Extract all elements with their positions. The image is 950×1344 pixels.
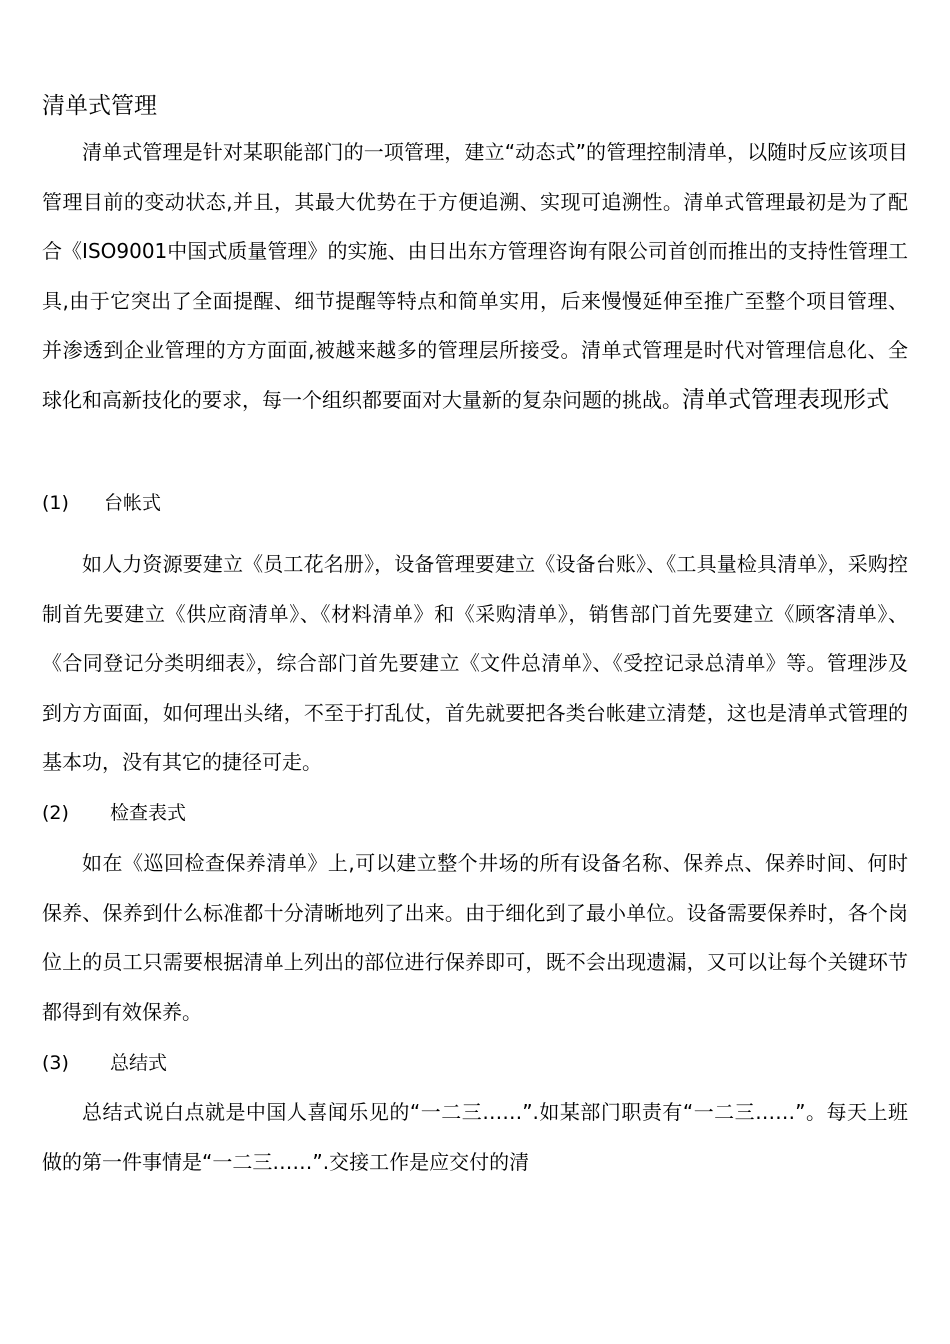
- item-paragraph: 如在《巡回检查保养清单》上,可以建立整个井场的所有设备名称、保养点、保养时间、何时保养、保养到什么标准都十分清晰地列了出来。由于细化到了最小单位。设备需要保养时，各个岗位上的员工只需要根据清单上列出的部位进行保养即可，既不会出现遗漏，又可以让每个关键环节都得到有效保养。: [42, 851, 908, 1024]
- document-title: 清单式管理: [42, 93, 157, 119]
- section-heading: 清单式管理表现形式: [682, 386, 889, 413]
- list-item-heading: [42, 488, 161, 518]
- intro-text: 清单式管理是针对某职能部门的一项管理，建立“动态式”的管理控制清单，以随时反应该项目管理目前的变动状态,并且，其最大优势在于方便追溯、实现可追溯性。清单式管理最初是为了配合《ISO9001中国式质量管理》的实施、由日出东方管理咨询有限公司首创而推出的支持性管理工具,由于它突出了全面提醒、细节提醒等特点和简单实用，后来慢慢延伸至推广至整个项目管理、并渗透到企业管理的方方面面,被越来越多的管理层所接受。清单式管理是时代对管理信息化、全球化和高新技化的要求，每一个组织都要面对大量新的复杂问题的挑战。: [42, 140, 908, 412]
- list-item-heading: [42, 798, 186, 828]
- item-paragraph: 如人力资源要建立《员工花名册》，设备管理要建立《设备台账》、《工具量检具清单》，采购控制首先要建立《供应商清单》、《材料清单》和《采购清单》，销售部门首先要建立《顾客清单》、《合同登记分类明细表》，综合部门首先要建立《文件总清单》、《受控记录总清单》等。管理涉及到方方面面，如何理出头绪，不至于打乱仗，首先就要把各类台帐建立清楚，这也是清单式管理的基本功，没有其它的捷径可走。: [42, 552, 908, 774]
- item-label: 台帐式: [104, 492, 162, 514]
- item-number: (3): [42, 1052, 69, 1074]
- item-number: (2): [42, 802, 69, 824]
- item-number: (1): [42, 492, 69, 514]
- item-label: 总结式: [110, 1052, 168, 1074]
- intro-paragraph: [42, 128, 908, 425]
- item-label: 检查表式: [110, 802, 187, 824]
- list-item-heading: [42, 1048, 167, 1078]
- item-paragraph: 总结式说白点就是中国人喜闻乐见的“一二三……”.如某部门职责有“一二三……”。每天上班做的第一件事情是“一二三……”.交接工作是应交付的清: [42, 1100, 908, 1174]
